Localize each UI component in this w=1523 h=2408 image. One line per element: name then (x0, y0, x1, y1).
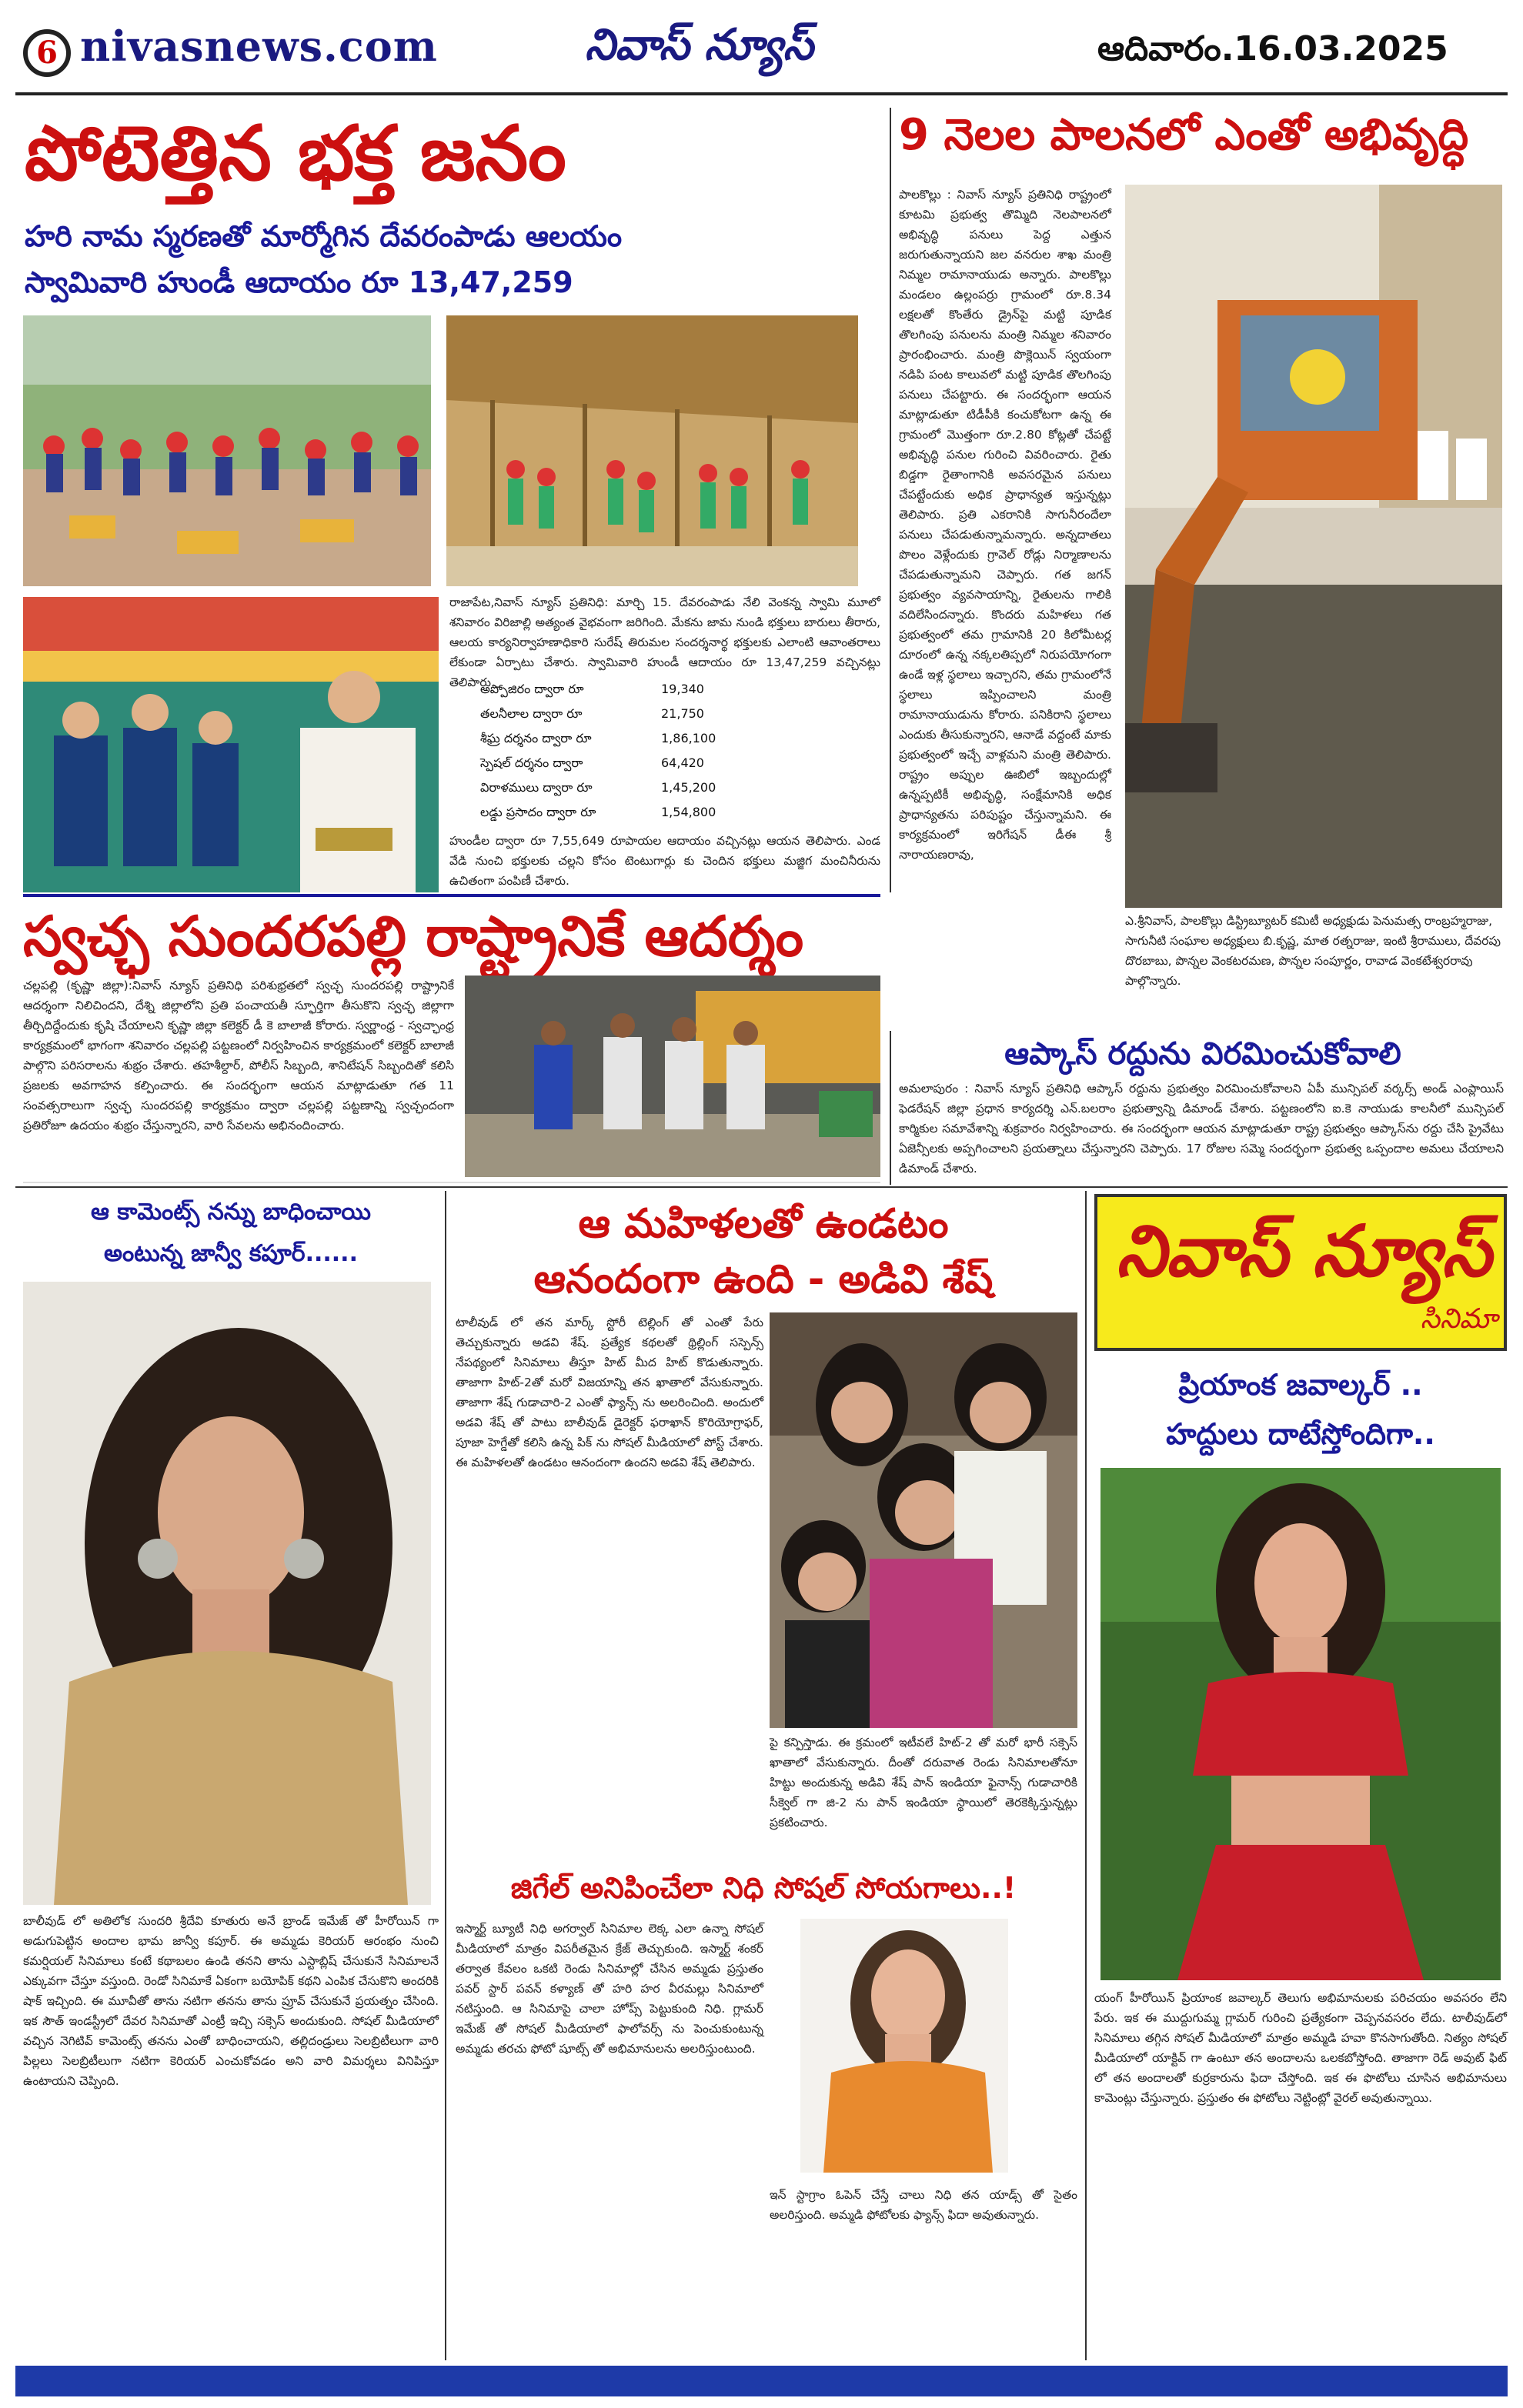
section-rule (23, 1182, 880, 1183)
page-number: 6 (23, 29, 71, 77)
cinema-body: యంగ్ హీరోయిన్ ప్రియాంక జవాల్కర్ తెలుగు అభిమానులకు పరిచయం అవసరం లేని పేరు. ఇక ఈ ముద్దుగుమ్మ గ్లామర్ గురించి ప్రత్యేకంగా చెప్పనవసరం లేదు. టాలీవుడ్‌లో సినిమాలు తగ్గిన సోషల్ మీడియాలో మాత్రం అమ్మడి హవా కొనసాగుతోంది. నిత్యం సోషల్ మీడియాలో యాక్టివ్ గా ఉంటూ తన అందాలను ఒలకబోస్తోంది. తాజాగా రెడ్ అవుట్ ఫిట్ లో తన అందాలతో కుర్రకారును ఫిదా చేస్తోంది. ఇక ఈ ఫొటోలు చూసిన అభిమానులు కామెంట్లు చేస్తున్నారు. ప్రస్తుతం ఈ ఫోటోలు నెట్టింట్లో వైరల్ అవుతున్నాయి. (1094, 1991, 1507, 2105)
story1-headline: పోటెత్తిన భక్త జనం (25, 110, 566, 198)
story7-headline: జిగేల్ అనిపించేలా నిధి సోషల్ సోయగాలు..! (510, 1871, 1017, 1905)
cinema-section-label: సినిమా (1420, 1303, 1498, 1335)
nidhi-photo (800, 1919, 1008, 2173)
stat-row: స్పెషల్ దర్శనం ద్వారా 64,420 (480, 755, 704, 770)
adivi-sesh-photo (770, 1312, 1077, 1728)
column-rule (445, 1191, 446, 2360)
story1-subhead1: హరి నామ స్మరణతో మార్మోగిన దేవరంపాడు ఆలయం (25, 219, 623, 253)
cinema-headline-line2: హద్దులు దాటేస్తోందిగా.. (1166, 1417, 1435, 1451)
story3-headline: స్వచ్ఛ సుందరపల్లి రాష్ట్రానికే ఆదర్శం (23, 904, 804, 969)
stat-row: తలనీలాల ద్వారా రూ 21,750 (480, 706, 704, 721)
temple-crowd-photo (23, 315, 431, 586)
story2-headline: 9 నెలల పాలనలో ఎంతో అభివృద్ధి (899, 110, 1469, 160)
story1-subhead2: స్వామివారి హుండీ ఆదాయం రూ 13,47,259 (25, 265, 573, 299)
column-rule (890, 1031, 891, 1185)
story6-headline-line2: ఆనందంగా ఉంది - అడివి శేష్ (533, 1256, 994, 1302)
story5-headline-line2: అంటున్న జాన్వీ కపూర్...... (104, 1240, 358, 1267)
story4-body: అమలాపురం : నివాస్ న్యూస్ ప్రతినిధి ఆప్కాస్ రద్దును ప్రభుత్వం విరమించుకోవాలని ఏపీ మున్సిపల్ వర్కర్స్ అండ్ ఎంప్లాయిస్ ఫెడరేషన్ జిల్లా ప్రధాన కార్యదర్శి ఎన్.బలరాం ప్రభుత్వాన్ని డిమాండ్ చేశారు. పట్టణంలోని ఐ.కె నాయుడు కాలనీలో మున్సిపల్ కార్మికుల సమావేశాన్ని శుక్రవారం నిర్వహించారు. ఈ సందర్భంగా ఆయన మాట్లాడుతూ రాష్ట్ర ప్రభుత్వం ఆప్కాస్‌ను రద్దు చేసి ప్రైవేటు ఏజెన్సీలకు అప్పగించాలని ప్రయత్నాలు చేస్తున్నారని చెప్పారు. 17 రోజుల సమ్మె సందర్భంగా ప్రభుత్వ ఒప్పందాల అమలు చేయాలని డిమాండ్ చేశారు. (899, 1082, 1504, 1176)
bottom-bar (15, 2366, 1508, 2396)
section-rule (23, 894, 880, 897)
priyanka-photo (1101, 1468, 1501, 1980)
stat-row: లడ్డు ప్రసాదం ద్వారా రూ 1,54,800 (480, 805, 716, 819)
masthead-rule (15, 92, 1508, 95)
masthead (0, 0, 1523, 92)
stat-row: విరాళములు ద్వారా రూ 1,45,200 (480, 780, 716, 795)
story6-body: టాలీవుడ్ లో తన మార్క్ స్టోరీ టెల్లింగ్ తో ఎంతో పేరు తెచ్చుకున్నారు అడవి శేష్. ప్రత్యేక కథలతో థ్రిల్లింగ్ సస్పెన్స్ నేపథ్యంలో సినిమాలు తీస్తూ హిట్ మీద హిట్ కొడుతున్నారు. తాజాగా హిట్-2తో మరో విజయాన్ని తన ఖాతాలో వేసుకున్నారు. తాజాగా శేష్ గుడాచారి-2 ఎంతో ఫ్యాన్స్ ను అలరించింది. అందులో అడవి శేష్ తో పాటు బాలీవుడ్ డైరెక్టర్ ఫరాఖాన్ కొరియోగ్రాఫర్, పూజా హెగ్డేతో కలిసి ఉన్న పిక్ ను సోషల్ మీడియాలో పోస్ట్ చేశారు. ఈ మహిళలతో ఉండటం ఆనందంగా ఉందని అడవి శేష్ తెలిపారు. (456, 1316, 763, 1469)
column-rule (1085, 1191, 1087, 2360)
stat-row: అప్పోజిరం ద్వారా రూ 19,340 (480, 682, 704, 696)
story5-body: బాలీవుడ్ లో అతిలోక సుందరి శ్రీదేవి కూతురు అనే బ్రాండ్ ఇమేజ్ తో హీరోయిన్ గా అడుగుపెట్టిన అందాల భామ జాన్వీ కపూర్. ఈ అమ్మడు కెరియర్ ఆరంభం నుంచి కమర్షియల్ సినిమాలు కంటే కథాబలం ఉండి తనని తాను ఎస్టాబ్లిష్ చేసుకునే సినిమాలనే ఎక్కువగా చేస్తూ వస్తుంది. రెండో సినిమాకే ఏకంగా బయోపిక్ కథని ఎంపిక చేసుకొని అందరికి షాక్ ఇచ్చింది. ఈ మూవీతో తాను నటిగా తనను తాను ప్రూవ్ చేసుకునే ప్రయత్నం చేసింది. ఇక సౌత్ ఇండస్ట్రీలో దేవర సినిమాతో ఎంట్రీ ఇచ్చి సక్సెస్ అందుకుంది. సోషల్ మీడియాలో వచ్చిన నెగిటివ్ కామెంట్స్ తనను ఎంతో బాధించాయని, తల్లిదండ్రులు సెలబ్రిటీలుగా వారి పిల్లలు సెలబ్రిటీలుగా నటిగా కెరియర్ ఎంచుకోవడం అని వారి విమర్శలు వినిపిస్తూ ఉంటాయని చెప్పింది. (23, 1914, 439, 2088)
cinema-headline-line1: ప్రియాంక జవాల్కర్ .. (1178, 1368, 1423, 1402)
paper-name: నివాస్ న్యూస్ (585, 20, 813, 70)
story7-body: ఇస్మార్ట్ బ్యూటీ నిధి అగర్వాల్ సినిమాల లెక్క ఎలా ఉన్నా సోషల్ మీడియాలో మాత్రం విపరీతమైన క్రేజ్ తెచ్చుకుంది. ఇస్మార్ట్ శంకర్ తర్వాత కేవలం ఒకటి రెండు సినిమాల్లో చేసిన అమ్మడు ప్రస్తుతం పవర్ స్టార్ పవన్ కళ్యాణ్ తో హరి హర వీరమల్లు సినిమాలో నటిస్తుంది. ఆ సినిమాపై చాలా హోప్స్ పెట్టుకుంది నిధి. గ్లామర్ ఇమేజ్ తో సోషల్ మీడియాలో ఫాలోవర్స్ ను పెంచుకుంటున్న అమ్మడు తరచు ఫోటో షూట్స్ తో అభిమానులను అలరిస్తుంటుంది. (456, 1922, 763, 2056)
temple-priest-photo (23, 597, 439, 892)
cleaning-photo (465, 976, 880, 1177)
story7-body2: ఇన్ స్టాగ్రాం ఓపెన్ చేస్తే చాలు నిధి తన యాడ్స్ తో సైతం అలరిస్తుంది. అమ్మడి ఫోటోలకు ఫ్యాన్స్ ఫిదా అవుతున్నారు. (770, 2188, 1077, 2222)
stat-row: శీఘ్ర దర్శనం ద్వారా రూ 1,86,100 (480, 731, 716, 745)
temple-queue-photo (446, 315, 858, 586)
story6-headline-line1: ఆ మహిళలతో ఉండటం (578, 1201, 949, 1247)
story3-body: చల్లపల్లి (కృష్ణా జిల్లా):నివాస్ న్యూస్ ప్రతినిధి పరిశుభ్రతలో స్వచ్ఛ సుందరపల్లి రాష్ట్రానికే ఆదర్శంగా నిలిచిందని, దేశ్ని జిల్లాలోని ప్రతి పంచాయతీ స్ఫూర్తిగా తీసుకొని స్వచ్ఛ జిల్లాగా తీర్చిదిద్దేందుకు కృషి చేయాలని కృష్ణా జిల్లా కలెక్టర్ డీ కె బాలాజీ కోరారు. స్వర్ణాంధ్ర - స్వచ్ఛాంధ్ర కార్యక్రమంలో భాగంగా శనివారం చల్లపల్లి పట్టణంలో నిర్వహించిన కార్యక్రమంలో కలెక్టర్ బాలాజీ పాల్గొని పరిసరాలను శుభ్రం చేశారు. తహశీల్దార్, పోలీస్ సిబ్బంది, శానిటేషన్ సిబ్బందితో కలిసి ప్రజలకు అవగాహన కల్పించారు. ఈ సందర్భంగా ఆయన మాట్లాడుతూ గత 11 సంవత్సరాలుగా స్వచ్ఛ సుందరపల్లి కార్యక్రమం ద్వారా చల్లపల్లి పట్టణాన్ని స్వచ్ఛందంగా ప్రతిరోజూ ఉదయం శుభ్రం చేస్తున్నారని, వారి సేవలను అభినందించారు. (23, 979, 454, 1132)
site-url[interactable]: nivasnews.com (80, 22, 438, 71)
story6-body2: పై కన్పిస్తాడు. ఈ క్రమంలో ఇటీవలే హిట్-2 తో మరో భారీ సక్సెస్ ఖాతాలో వేసుకున్నారు. దీంతో దరువాత రెండు సినిమాలతోనూ హిట్టు అందుకున్న అడివి శేష్ పాన్ ఇండియా ఫైనాన్స్ గుడాచారికి సీక్వెల్ గా జి-2 ను పాన్ ఇండియా స్థాయిలో తెరకెక్కిస్తున్నట్లు ప్రకటించారు. (770, 1736, 1077, 1829)
story5-headline-line1: ఆ కామెంట్స్ నన్ను బాధించాయి (90, 1199, 372, 1226)
janhvi-photo (23, 1282, 431, 1905)
story2-caption: ఎ.శ్రీనివాస్, పాలకొల్లు డిస్ట్రిబ్యూటర్ కమిటీ అధ్యక్షుడు పెనుమత్స రాంబ్రహ్మరాజు, సాగునీటి సంఘాల అధ్యక్షులు బి.కృష్ణ, మాత రత్నరాజు, ఇంటి శ్రీరాములు, దేవరపు దొరబాబు, పొన్నల వెంకటరమణ, పొన్నల సంపూర్ణం, రావాడ వెంకటేశ్వరరావు పాల్గొన్నారు. (1125, 914, 1501, 988)
issue-date: ఆదివారం.16.03.2025 (1097, 29, 1448, 68)
cinema-brand: నివాస్ న్యూస్ (1116, 1210, 1491, 1292)
story1-body-end: హుండీల ద్వారా రూ 7,55,649 రూపాయల ఆదాయం వచ్చినట్లు ఆయన తెలిపారు. ఎండ వేడి నుంచి భక్తులకు చల్లని కోసం టెంటుగార్లు కు చెందిన భక్తులు మజ్జిగ మంచినీరును ఉచితంగా పంపిణీ చేశారు. (449, 834, 880, 888)
story1-stats (480, 677, 880, 825)
excavator-photo (1125, 185, 1502, 908)
column-rule (890, 108, 891, 892)
story4-headline: ఆప్కాస్ రద్దును విరమించుకోవాలి (1004, 1036, 1401, 1072)
section-rule (15, 1186, 1508, 1188)
story2-body: పాలకొల్లు : నివాస్ న్యూస్ ప్రతినిధి రాష్ట్రంలో కూటమి ప్రభుత్వ తొమ్మిది నెలపాలనలో అభివృద్ధి పనులు పెద్ద ఎత్తున జరుగుతున్నాయని జల వనరుల శాఖ మంత్రి నిమ్మల రామానాయుడు అన్నారు. పాలకొల్లు మండలం ఉల్లంపర్రు గ్రామంలో రూ.8.34 లక్షలతో కొంతేరు డ్రైన్‌పై మట్టి పూడిక తొలగింపు పనులను మంత్రి నిమ్మల శనివారం ప్రారంభించారు. మంత్రి పొక్లెయిన్ స్వయంగా నడిపి పంట కాలువలో మట్టి పూడిక తొలగింపు పనులు చేపట్టారు. ఈ సందర్భంగా ఆయన మాట్లాడుతూ టిడీపీకి కంచుకోటగా ఉన్న ఈ గ్రామంలో మొత్తంగా రూ.2.80 కోట్లతో చేపట్టే అభివృద్ధి పనుల గురించి వివరించారు. రైతు బిడ్డగా రైతాంగానికి అవసరమైన పనులు చేపట్టేందుకు అధిక ప్రాధాన్యత ఇస్తున్నట్లు తెలిపారు. ప్రతి ఎకరానికి సాగునీరందేలా పనులు చేపడుతున్నామన్నారు. అన్నదాతలు పొలం వెళ్లేందుకు గ్రావెల్ రోడ్లు నిర్మాణాలను చేపడుతున్నామని చెప్పారు. గత జగన్ ప్రభుత్వం వ్యవసాయాన్ని, రైతులను గాలికి వదిలేసిందన్నారు. కొందరు మహిళలు గత ప్రభుత్వంలో తమ గ్రామానికి 20 కిలోమీటర్ల దూరంలో ఉన్న నక్కలతిప్పలో నిరుపయోగంగా ఉండే ఇళ్ల స్థలాలు ఇచ్చారని, తమ గ్రామంలోనే స్థలాలు ఇప్పించాలని మంత్రి రామానాయుడును కోరారు. పనికిరాని స్థలాలు ఎందుకు తీసుకున్నారని, ఆనాడే వద్దంటే మాకు ప్రభుత్వంలో ఇచ్చే వాళ్లమని మంత్రి తెలిపారు. రాష్ట్రం అప్పుల ఊబిలో ఇబ్బందుల్లో ఉన్నప్పటికీ అభివృద్ధి, సంక్షేమానికి అధిక ప్రాధాన్యతను పరిపుష్టం చేస్తున్నామని. ఈ కార్యక్రమంలో ఇరిగేషన్ డీఈ శ్రీ నారాయణరావు, (899, 188, 1111, 862)
story1-body: రాజాపేట,నివాస్ న్యూస్ ప్రతినిధి: మార్చి 15. దేవరంపాడు నేలి వెంకన్న స్వామి మూలో శనివారం విరిజాల్లి అత్యంత వైభవంగా జరిగింది. మేకను జామ నుండి భక్తులు బారులు తీరారు, ఆలయ కార్యనిర్వాహణాధికారి సురేష్ తిరుమల సందర్శనార్థ భక్తులకు ఎలాంటి ఆవాంతరాలు లేకుండా ఏర్పాటు చేశారు. స్వామివారి హుండీ ఆదాయం రూ 13,47,259 వచ్చినట్లు తెలిపారు. (449, 595, 880, 689)
cinema-section-banner (1094, 1194, 1507, 1351)
